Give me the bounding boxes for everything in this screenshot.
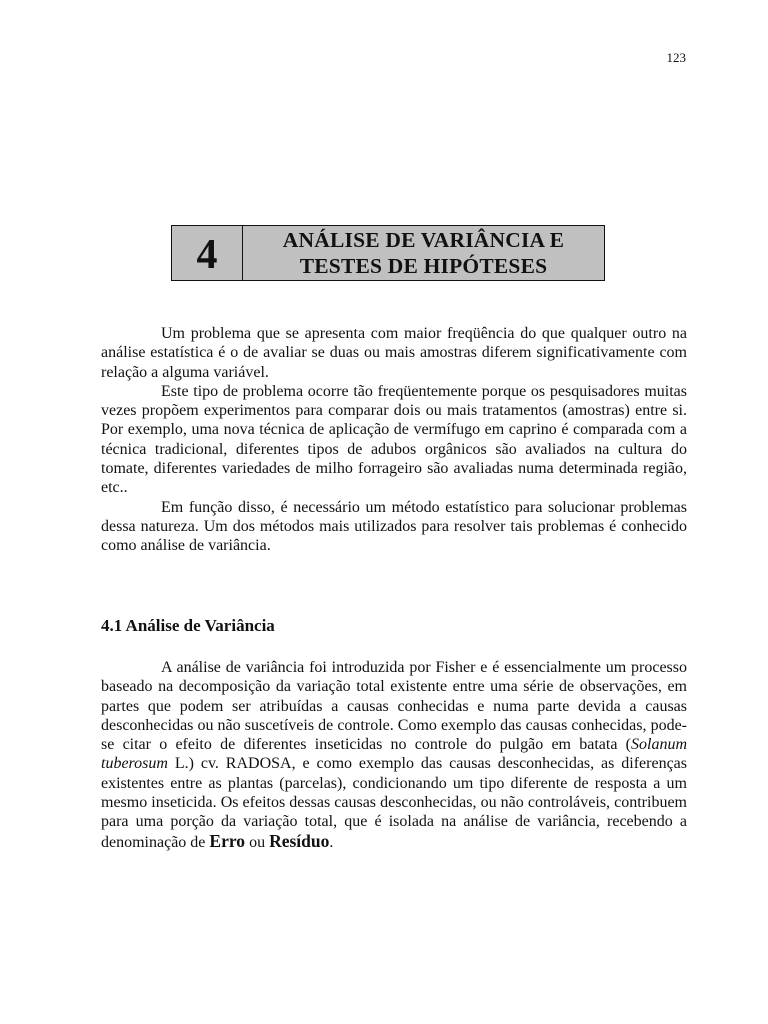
chapter-header-box [171, 225, 605, 281]
term-erro: Erro [209, 830, 246, 851]
section-text [101, 658, 687, 852]
section-paragraph-1 [101, 658, 687, 852]
term-connector: ou [245, 833, 270, 851]
intro-paragraph-3: Em função disso, é necessário um método estatístico para solucionar problemas dessa natureza. Um dos métodos mais utilizados para resolver tais problemas é conhecido como análise de variância. [101, 498, 687, 555]
intro-text [101, 324, 687, 556]
section-paragraph-end: . [329, 833, 334, 851]
chapter-title [243, 226, 604, 280]
intro-paragraph-2: Este tipo de problema ocorre tão freqüentemente porque os pesquisadores muitas vezes propõem experimentos para comparar dois ou mais tratamentos (amostras) entre si. Por exemplo, uma nova técnica de aplicação de vermífugo em caprino é comparada com a técnica tradicional, diferentes tipos de adubos orgânicos são avaliados na cultura do tomate, diferentes variedades de milho forrageiro são avaliadas numa determinada região, etc.. [101, 382, 687, 497]
term-residuo: Resíduo [269, 830, 330, 851]
chapter-title-line-2: TESTES DE HIPÓTESES [299, 254, 548, 278]
species-name: Solanum tuberosum [101, 736, 687, 773]
section-heading: 4.1 Análise de Variância [101, 616, 275, 635]
chapter-number: 4 [172, 226, 243, 280]
chapter-title-line-1: ANÁLISE DE VARIÂNCIA E [282, 228, 565, 252]
section-paragraph-text-a: A análise de variância foi introduzida por Fisher e é essencialmente um processo baseado na decomposição da variação total existente entre uma série de observações, em partes que podem ser atribuídas a causas conhecidas e numa parte devida a causas desconhecidas ou não suscetíveis de controle. Como exemplo das causas conhecidas, pode-se citar o efeito de diferentes inseticidas no controle do pulgão em batata ( [101, 659, 687, 754]
page-number: 123 [666, 50, 686, 65]
intro-paragraph-1: Um problema que se apresenta com maior freqüência do que qualquer outro na análise estatística é o de avaliar se duas ou mais amostras diferem significativamente com relação a alguma variável. [101, 325, 687, 381]
section-paragraph-text-b: L.) cv. RADOSA, e como exemplo das causas desconhecidas, as diferenças existentes entre as plantas (parcelas), condicionando um tipo diferente de resposta a um mesmo inseticida. Os efeitos dessas causas desconhecidas, ou não controláveis, contribuem para uma porção da variação total, que é isolada na análise de variância, recebendo a denominação de [101, 755, 687, 851]
